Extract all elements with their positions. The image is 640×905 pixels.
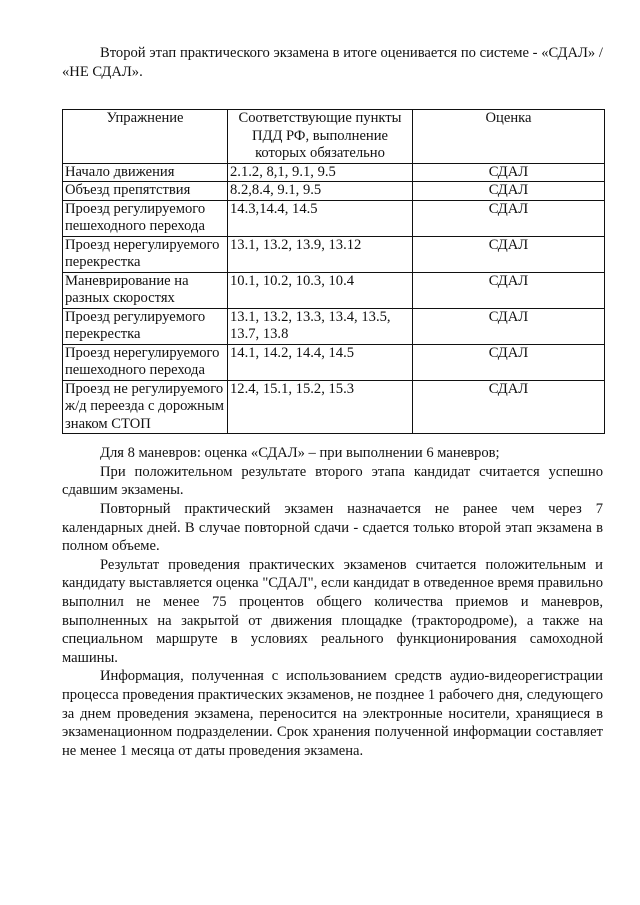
table-row (63, 272, 605, 308)
cell-grade: СДАЛ (413, 200, 605, 236)
table-header-row (63, 110, 605, 164)
table-row (63, 182, 605, 201)
table-row (63, 380, 605, 434)
paragraph-retake: Повторный практический экзамен назначается не ранее чем через 7 календарных дней. В случае повторной сдачи - сдается только второй этап экзамена в полном объеме. (62, 500, 603, 555)
cell-exercise: Объезд препятствия (63, 182, 228, 201)
cell-exercise: Маневрирование на разных скоростях (63, 272, 228, 308)
table-row (63, 308, 605, 344)
intro-paragraph: Второй этап практического экзамена в итоге оценивается по системе - «СДАЛ» / «НЕ СДАЛ». (62, 45, 603, 80)
exercise-table (62, 109, 605, 434)
cell-rules: 14.1, 14.2, 14.4, 14.5 (228, 344, 413, 380)
body-text (62, 444, 603, 760)
cell-exercise: Проезд нерегулируемого пешеходного перехода (63, 344, 228, 380)
cell-exercise: Проезд нерегулируемого перекрестка (63, 236, 228, 272)
cell-rules: 14.3,14.4, 14.5 (228, 200, 413, 236)
cell-rules: 13.1, 13.2, 13.9, 13.12 (228, 236, 413, 272)
table-row (63, 163, 605, 182)
cell-exercise: Проезд регулируемого пешеходного перехода (63, 200, 228, 236)
cell-grade: СДАЛ (413, 163, 605, 182)
paragraph-maneuvers: Для 8 маневров: оценка «СДАЛ» – при выполнении 6 маневров; (100, 445, 500, 462)
cell-grade: СДАЛ (413, 236, 605, 272)
cell-rules: 10.1, 10.2, 10.3, 10.4 (228, 272, 413, 308)
cell-grade: СДАЛ (413, 344, 605, 380)
cell-rules: 2.1.2, 8,1, 9.1, 9.5 (228, 163, 413, 182)
header-exercise: Упражнение (63, 110, 228, 164)
cell-exercise: Проезд регулируемого перекрестка (63, 308, 228, 344)
header-grade: Оценка (413, 110, 605, 164)
cell-exercise: Проезд не регулируемого ж/д переезда с дорожным знаком СТОП (63, 380, 228, 434)
cell-rules: 8.2,8.4, 9.1, 9.5 (228, 182, 413, 201)
paragraph-result: Результат проведения практических экзаменов считается положительным и кандидату выставляется оценка "СДАЛ", если кандидат в отведенное время правильно выполнил не менее 75 процентов общего количества приемов и маневров, выполненных на закрытой от движения площадке (трактородроме), а также на специальном маршруте в условиях реального функционирования самоходной машины. (62, 556, 603, 666)
table-row (63, 200, 605, 236)
cell-rules: 13.1, 13.2, 13.3, 13.4, 13.5, 13.7, 13.8 (228, 308, 413, 344)
cell-grade: СДАЛ (413, 272, 605, 308)
header-rules: Соответствующие пункты ПДД РФ, выполнение которых обязательно (228, 110, 413, 164)
paragraph-recording: Информация, полученная с использованием средств аудио-видеорегистрации процесса проведения практических экзаменов, не позднее 1 рабочего дня, следующего за днем проведения экзамена, переносится на электронные носители, хранящиеся в экзаменационном подразделении. Срок хранения полученной информации составляет не менее 1 месяца от даты проведения экзамена. (62, 668, 603, 759)
table-row (63, 344, 605, 380)
cell-exercise: Начало движения (63, 163, 228, 182)
document-page (62, 0, 603, 760)
cell-grade: СДАЛ (413, 182, 605, 201)
cell-rules: 12.4, 15.1, 15.2, 15.3 (228, 380, 413, 434)
table-row (63, 236, 605, 272)
paragraph-success: При положительном результате второго этапа кандидат считается успешно сдавшим экзамены. (62, 463, 603, 499)
cell-grade: СДАЛ (413, 308, 605, 344)
cell-grade: СДАЛ (413, 380, 605, 434)
